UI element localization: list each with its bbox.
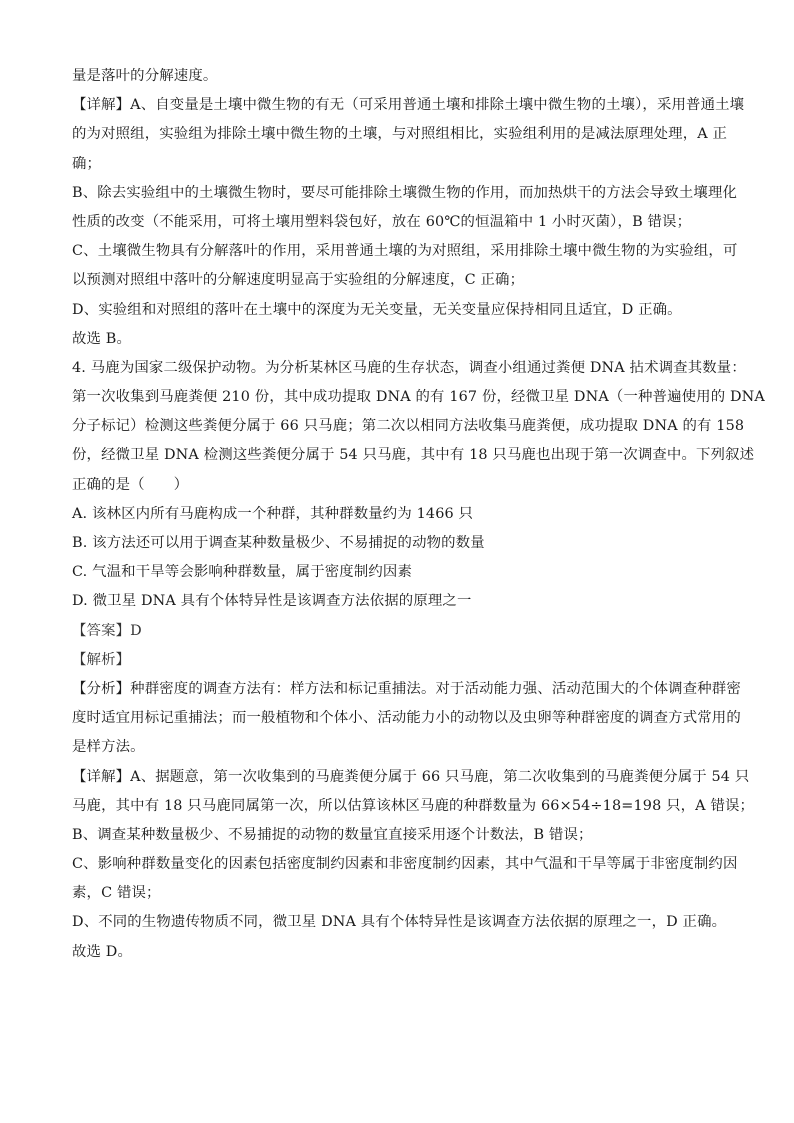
text-line: B、除去实验组中的土壤微生物时，要尽可能排除土壤微生物的作用，而加热烘干的方法会导致土壤理化 xyxy=(72,184,738,201)
text-line: 【分析】种群密度的调查方法有：样方法和标记重捕法。对于活动能力强、活动范围大的个体调查种群密 xyxy=(72,680,741,697)
text-line: 素，C 错误； xyxy=(72,885,161,902)
text-line: 的为对照组，实验组为排除土壤中微生物的土壤，与对照组相比，实验组利用的是减法原理处理，A 正 xyxy=(72,126,728,143)
question-stem-line: 份，经微卫星 DNA 检测这些粪便分属于 54 只马鹿，其中有 18 只马鹿也出现于第一次调查中。下列叙述 xyxy=(72,447,755,464)
option-c: C. 气温和干旱等会影响种群数量，属于密度制约因素 xyxy=(72,564,412,581)
text-line: 【详解】A、自变量是土壤中微生物的有无（可采用普通土壤和排除土壤中微生物的土壤），采用普通土壤 xyxy=(72,97,745,114)
answer-label: 【答案】D xyxy=(72,622,142,639)
question-stem-line: 分子标记）检测这些粪便分属于 66 只马鹿；第二次以相同方法收集马鹿粪便，成功提取 DNA 的有 158 xyxy=(72,418,745,435)
text-line: 量是落叶的分解速度。 xyxy=(72,68,218,84)
text-line: 【详解】A、据题意，第一次收集到的马鹿粪便分属于 66 只马鹿，第二次收集到的马鹿粪便分属于 54 只 xyxy=(72,768,750,785)
text-line: 性质的改变（不能采用，可将土壤用塑料袋包好，放在 60℃的恒温箱中 1 小时灭菌），B 错误； xyxy=(72,213,692,230)
text-line: 确； xyxy=(72,155,102,172)
text-line: C、影响种群数量变化的因素包括密度制约因素和非密度制约因素，其中气温和干旱等属于非密度制约因 xyxy=(72,856,738,873)
analysis-label: 【解析】 xyxy=(72,651,131,668)
question-stem-line: 4. 马鹿为国家二级保护动物。为分析某林区马鹿的生存状态，调查小组通过粪便 DNA 拈术调查其数量： xyxy=(72,359,746,376)
text-line: 故选 B。 xyxy=(72,330,132,347)
text-line: C、土壤微生物具有分解落叶的作用，采用普通土壤的为对照组，采用排除土壤中微生物的为实验组，可 xyxy=(72,243,738,260)
text-line: 马鹿，其中有 18 只马鹿同属第一次，所以估算该林区马鹿的种群数量为 66×54÷18=198 只，A 错误； xyxy=(72,797,755,814)
text-line: B、调查某种数量极少、不易捕捉的动物的数量宜直接采用逐个计数法，B 错误； xyxy=(72,826,593,843)
question-stem-line: 第一次收集到马鹿粪便 210 份，其中成功提取 DNA 的有 167 份，经微卫星 DNA（一种普遍使用的 DNA xyxy=(72,389,765,406)
text-line: D、不同的生物遗传物质不同，微卫星 DNA 具有个体特异性是该调查方法依据的原理之一，D 正确。 xyxy=(72,914,727,931)
option-d: D. 微卫星 DNA 具有个体特异性是该调查方法依据的原理之一 xyxy=(72,593,472,610)
question-stem-line: 正确的是（ ） xyxy=(72,476,189,493)
option-b: B. 该方法还可以用于调查某种数量极少、不易捕捉的动物的数量 xyxy=(72,535,485,551)
text-line: 以预测对照组中落叶的分解速度明显高于实验组的分解速度，C 正确； xyxy=(72,272,525,289)
text-line: 是样方法。 xyxy=(72,739,145,756)
document-page xyxy=(72,62,765,967)
text-line: 故选 D。 xyxy=(72,943,133,960)
text-line: D、实验组和对照组的落叶在土壤中的深度为无关变量，无关变量应保持相同且适宜，D 正确。 xyxy=(72,301,682,318)
option-a: A. 该林区内所有马鹿构成一个种群，其种群数量约为 1466 只 xyxy=(72,505,474,522)
text-line: 度时适宜用标记重捕法；而一般植物和个体小、活动能力小的动物以及虫卵等种群密度的调查方式常用的 xyxy=(72,710,741,727)
